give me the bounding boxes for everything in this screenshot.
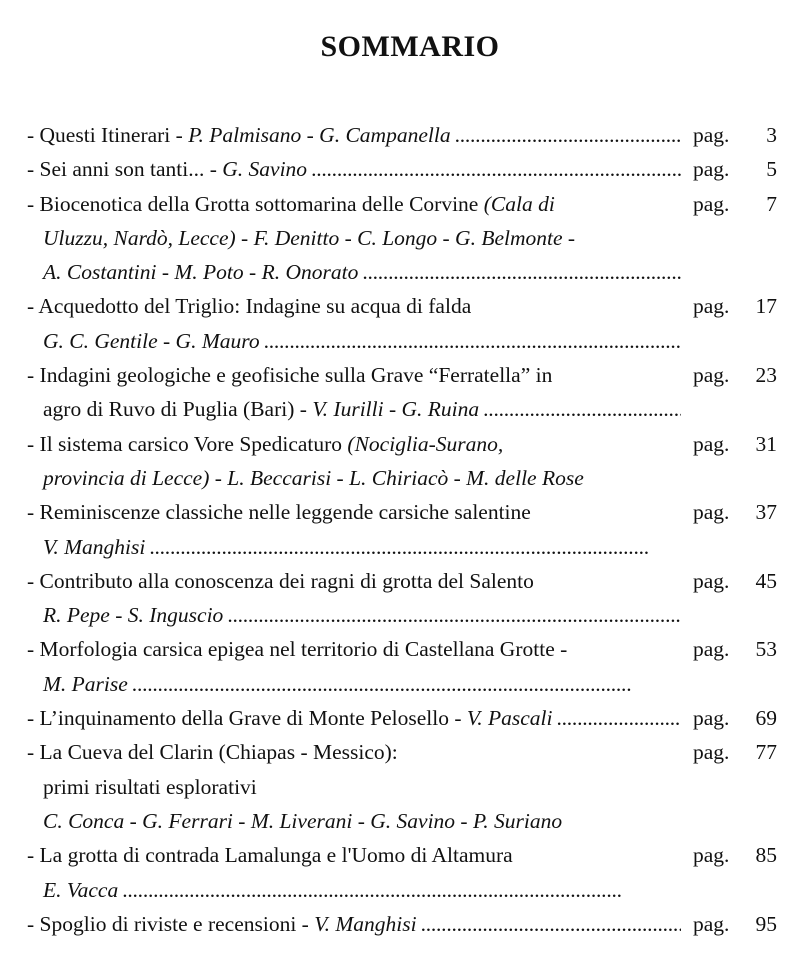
page-title: SOMMARIO <box>320 30 500 63</box>
dot-leader <box>421 907 681 941</box>
dot-leader <box>122 873 681 907</box>
toc-entry-title <box>27 118 687 152</box>
page-label: pag. <box>693 157 730 182</box>
toc-author-text: E. Vacca <box>43 877 119 902</box>
page-number: 3 <box>766 123 777 147</box>
toc-entry-line <box>27 701 687 735</box>
toc-author-text: G. C. Gentile - G. Mauro <box>43 328 260 353</box>
toc-title-text: agro di Ruvo di Puglia (Bari) - <box>43 397 313 422</box>
toc-entry <box>27 187 777 290</box>
toc-title-text: - Contributo alla conoscenza dei ragni di grotta del Salento <box>27 568 534 593</box>
toc-entry-line <box>27 152 687 186</box>
page-label: pag. <box>693 363 730 388</box>
toc-author-text: P. Palmisano - G. Campanella <box>188 123 451 147</box>
toc-entry <box>27 152 777 186</box>
toc-entry-line <box>27 804 687 838</box>
page-number: 23 <box>755 363 777 388</box>
toc-title-text: - La grotta di contrada Lamalunga e l'Uomo di Altamura <box>27 843 513 868</box>
page-number: 7 <box>766 191 777 216</box>
toc-entry <box>27 907 777 941</box>
dot-leader <box>149 530 681 564</box>
toc-author-text: G. Savino <box>222 157 308 182</box>
toc-entry-line <box>27 289 687 323</box>
toc-entry-line <box>27 324 687 358</box>
page-reference <box>687 564 777 598</box>
toc-entry-line <box>27 907 687 941</box>
page-number: 37 <box>755 500 777 525</box>
toc-entry <box>27 427 777 496</box>
toc-entry-title <box>27 289 687 358</box>
toc-author-text: V. Manghisi <box>314 911 417 936</box>
toc-title-text: - Acquedotto del Triglio: Indagine su acqua di falda <box>27 294 472 319</box>
page-label: pag. <box>693 500 730 525</box>
page-number: 53 <box>755 637 777 662</box>
toc-entry-title <box>27 701 687 735</box>
page-label: pag. <box>693 431 730 456</box>
page-reference <box>687 289 777 323</box>
toc-entry <box>27 564 777 633</box>
toc-entry-line <box>27 598 687 632</box>
toc-entry-title <box>27 735 687 838</box>
page-reference <box>687 735 777 769</box>
toc-entry <box>27 289 777 358</box>
toc-entry <box>27 701 777 735</box>
toc-entry-line <box>27 564 687 598</box>
toc-entry-line <box>27 187 687 221</box>
toc-entry <box>27 838 777 907</box>
toc-title-text: - Spoglio di riviste e recensioni - <box>27 911 315 936</box>
dot-leader <box>227 598 681 632</box>
toc-entry-line <box>27 221 687 255</box>
page-label: pag. <box>693 706 730 731</box>
toc-entry-title <box>27 564 687 633</box>
page-reference <box>687 701 777 735</box>
toc-title-text: - Morfologia carsica epigea nel territorio di Castellana Grotte - <box>27 637 568 662</box>
page-reference <box>687 427 777 461</box>
page-label: pag. <box>693 843 730 868</box>
toc-entry <box>27 735 777 838</box>
toc-author-text: Uluzzu, Nardò, Lecce) - F. Denitto - C. Longo - G. Belmonte - <box>43 225 576 250</box>
toc-title-text: - Reminiscenze classiche nelle leggende carsiche salentine <box>27 500 531 525</box>
page-number: 17 <box>755 294 777 319</box>
toc-title-text: - Questi Itinerari - <box>27 123 189 147</box>
page-label: pag. <box>693 568 730 593</box>
page-number: 5 <box>766 157 777 182</box>
toc-author-text: provincia di Lecce) - L. Beccarisi - L. Chiriacò - M. delle Rose <box>43 465 584 490</box>
page-number: 85 <box>755 843 777 868</box>
toc-entry-line <box>27 667 687 701</box>
table-of-contents <box>27 118 777 941</box>
toc-entry-line <box>27 873 687 907</box>
toc-author-text: R. Pepe - S. Inguscio <box>43 603 224 628</box>
toc-entry-title <box>27 838 687 907</box>
page-reference <box>687 358 777 392</box>
page-number: 45 <box>755 568 777 593</box>
toc-author-text: (Nociglia-Surano, <box>347 431 504 456</box>
page-label: pag. <box>693 740 730 765</box>
toc-author-text: V. Manghisi <box>43 534 146 559</box>
toc-entry <box>27 632 777 701</box>
toc-author-text: V. Pascali <box>466 706 553 731</box>
toc-author-text: A. Costantini - M. Poto - R. Onorato <box>43 260 359 285</box>
dot-leader <box>362 255 681 289</box>
toc-title-text: primi risultati esplorativi <box>43 774 257 799</box>
toc-entry-line <box>27 632 687 666</box>
dot-leader <box>556 701 681 735</box>
page-label: pag. <box>693 191 730 216</box>
toc-entry-line <box>27 838 687 872</box>
page-reference <box>687 152 777 186</box>
page-reference <box>687 187 777 221</box>
toc-entry-line <box>27 358 687 392</box>
toc-entry-title <box>27 152 687 186</box>
page-number: 77 <box>755 740 777 765</box>
toc-title-text: - Sei anni son tanti... - <box>27 157 223 182</box>
toc-entry-title <box>27 187 687 290</box>
toc-entry-title <box>27 907 687 941</box>
dot-leader <box>455 118 681 152</box>
page-number: 31 <box>755 431 777 456</box>
page-number: 69 <box>755 706 777 731</box>
dot-leader <box>132 667 681 701</box>
toc-title-text: - Indagini geologiche e geofisiche sulla Grave “Ferratella” in <box>27 363 553 388</box>
page-label: pag. <box>693 294 730 319</box>
toc-entry <box>27 358 777 427</box>
toc-entry <box>27 495 777 564</box>
page-label: pag. <box>693 123 730 147</box>
toc-entry-title <box>27 358 687 427</box>
toc-entry-line <box>27 427 687 461</box>
toc-entry <box>27 118 777 152</box>
toc-entry-line <box>27 770 687 804</box>
page-reference <box>687 632 777 666</box>
page-label: pag. <box>693 637 730 662</box>
toc-title-text: - Biocenotica della Grotta sottomarina delle Corvine <box>27 191 484 216</box>
toc-author-text: M. Parise <box>43 671 128 696</box>
dot-leader <box>311 152 681 186</box>
page-number: 95 <box>755 911 777 936</box>
page-label: pag. <box>693 911 730 936</box>
dot-leader <box>483 392 681 426</box>
toc-entry-line <box>27 392 687 426</box>
toc-entry-line <box>27 255 687 289</box>
page-reference <box>687 907 777 941</box>
toc-title-text: - Il sistema carsico Vore Spedicaturo <box>27 431 348 456</box>
page-reference <box>687 838 777 872</box>
toc-entry-line <box>27 735 687 769</box>
toc-entry-line <box>27 461 687 495</box>
page-reference <box>687 495 777 529</box>
toc-entry-line <box>27 118 687 152</box>
page-reference <box>687 118 777 152</box>
toc-author-text: V. Iurilli - G. Ruina <box>312 397 480 422</box>
toc-entry-title <box>27 495 687 564</box>
dot-leader <box>264 324 681 358</box>
toc-author-text: C. Conca - G. Ferrari - M. Liverani - G. Savino - P. Suriano <box>43 808 563 833</box>
toc-title-text: - La Cueva del Clarin (Chiapas - Messico): <box>27 740 398 765</box>
toc-entry-line <box>27 530 687 564</box>
toc-entry-title <box>27 427 687 496</box>
toc-author-text: (Cala di <box>483 191 555 216</box>
toc-title-text: - L’inquinamento della Grave di Monte Pelosello - <box>27 706 467 731</box>
toc-entry-line <box>27 495 687 529</box>
toc-entry-title <box>27 632 687 701</box>
